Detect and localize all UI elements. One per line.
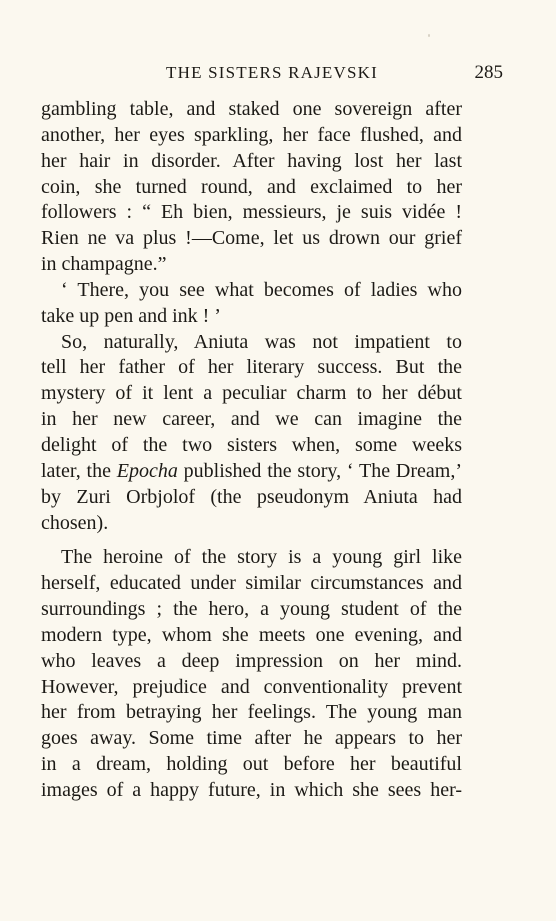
text-line: surroundings ; the hero, a young student of the [41, 598, 462, 621]
text-line: who leaves a deep impression on her mind. [41, 649, 462, 672]
text-line-with-title [41, 459, 462, 485]
running-title: THE SISTERS RAJEVSKI [166, 63, 378, 82]
body-text [41, 97, 462, 804]
text-line: coin, she turned round, and exclaimed to her [41, 175, 462, 198]
text-line: followers : “ Eh bien, messieurs, je suis vidée ! [41, 201, 462, 224]
text-line: by Zuri Orbjolof (the pseudonym Aniuta had [41, 485, 462, 508]
text-line: modern type, whom she meets one evening, and [41, 623, 462, 646]
text-line: in her new career, and we can imagine the [41, 408, 462, 431]
text-line: The heroine of the story is a young girl like [61, 546, 462, 569]
text-line: herself, educated under similar circumstances and [41, 572, 462, 595]
line-segment: later, the [41, 459, 117, 482]
text-line: her from betraying her feelings. The young man [41, 701, 462, 724]
text-line: So, naturally, Aniuta was not impatient to [61, 330, 462, 353]
text-line: images of a happy future, in which she sees her- [41, 778, 462, 801]
text-line: tell her father of her literary success. But the [41, 356, 462, 379]
text-line: in champagne.” [41, 253, 167, 276]
text-line: mystery of it lent a peculiar charm to her début [41, 382, 462, 405]
text-line: in a dream, holding out before her beautiful [41, 753, 462, 776]
page-number: 285 [474, 62, 503, 83]
page-header [41, 60, 503, 86]
text-line: delight of the two sisters when, some weeks [41, 433, 462, 456]
text-line: goes away. Some time after he appears to her [41, 727, 462, 750]
text-line: Rien ne va plus !—Come, let us drown our grief [41, 227, 462, 250]
text-line: However, prejudice and conventionality prevent [41, 675, 462, 698]
paper-speck [428, 34, 430, 37]
line-segment: published the story, ‘ The Dream,’ [177, 459, 462, 482]
text-line: ‘ There, you see what becomes of ladies who [61, 278, 462, 301]
text-line: her hair in disorder. After having lost her last [41, 149, 462, 172]
periodical-title: Epocha [116, 459, 178, 482]
text-line: take up pen and ink ! ’ [41, 304, 221, 327]
text-line: gambling table, and staked one sovereign after [41, 98, 462, 120]
text-line: chosen). [41, 511, 109, 534]
text-line: another, her eyes sparkling, her face flushed, and [41, 123, 462, 146]
